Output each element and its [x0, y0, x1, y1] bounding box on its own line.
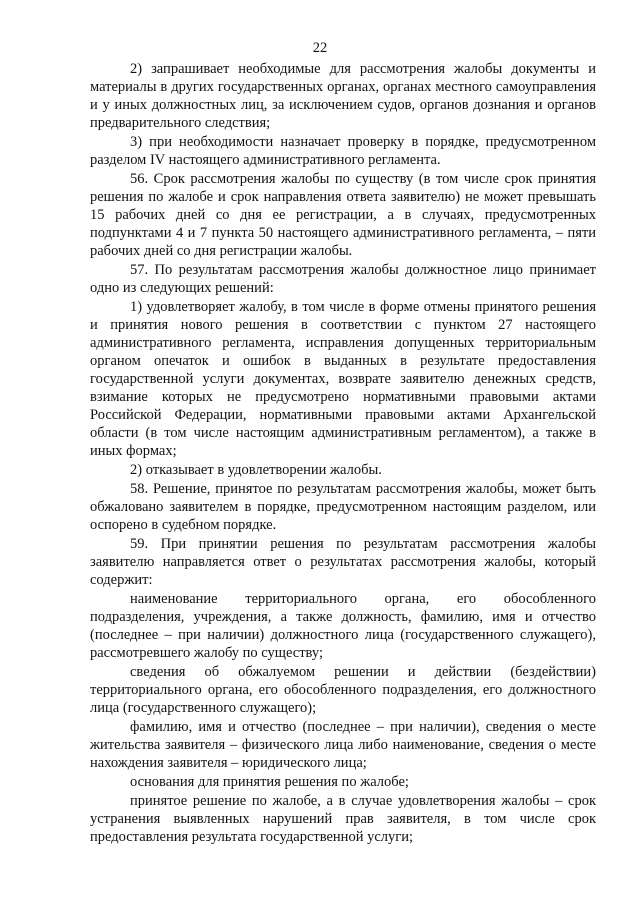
paragraph-57-item-2: 2) отказывает в удовлетворении жалобы. — [130, 462, 382, 478]
paragraph-59-item-organ: наименование территориального органа, его обособленного подразделения, учреждения, а также должность, фамилию, имя и отчество (последнее – при наличии) должностного лица (государственного служащего), рассмотревшего жалобу по существу; — [90, 591, 596, 661]
paragraph-57-item-1: 1) удовлетворяет жалобу, в том числе в форме отмены принятого решения и принятия нового решения в соответствии с пунктом 27 настоящего административного регламента, исправления допущенных территориальным органом опечаток и ошибок в выданных в результате предоставления государственной услуги документах, возврате заявителю денежных средств, взимание которых не предусмотрено нормативными правовыми актами Российской Федерации, нормативными правовыми актами Архангельской области (в том числе настоящим административным регламентом), а также в иных формах; — [90, 299, 596, 459]
paragraph-59: 59. При принятии решения по результатам рассмотрения жалобы заявителю направляется ответ о результатах рассмотрения жалобы, который содержит: — [90, 536, 596, 588]
document-body — [90, 60, 596, 846]
paragraph-56: 56. Срок рассмотрения жалобы по существу (в том числе срок принятия решения по жалобе и срок направления ответа заявителю) не может превышать 15 рабочих дней со дня ее регистрации, а в случаях, предусмотренных подпунктами 4 и 7 пункта 50 настоящего административного регламента, – пяти рабочих дней со дня регистрации жалобы. — [90, 171, 596, 259]
paragraph-57: 57. По результатам рассмотрения жалобы должностное лицо принимает одно из следующих решений: — [90, 262, 596, 296]
page-number: 22 — [312, 40, 328, 56]
paragraph-58: 58. Решение, принятое по результатам рассмотрения жалобы, может быть обжаловано заявителем в порядке, предусмотренном настоящим разделом, или оспорено в судебном порядке. — [90, 481, 596, 533]
paragraph-item-2: 2) запрашивает необходимые для рассмотрения жалобы документы и материалы в других государственных органах, органах местного самоуправления и у иных должностных лиц, за исключением судов, органов дознания и органов предварительного следствия; — [90, 61, 596, 131]
paragraph-item-3: 3) при необходимости назначает проверку в порядке, предусмотренном разделом IV настоящего административного регламента. — [90, 134, 596, 168]
paragraph-59-item-grounds: основания для принятия решения по жалобе; — [130, 774, 409, 790]
paragraph-59-item-decision: принятое решение по жалобе, а в случае удовлетворения жалобы – срок устранения выявленных нарушений прав заявителя, в том числе срок предоставления результата государственной услуги; — [90, 793, 596, 845]
paragraph-59-item-applicant: фамилию, имя и отчество (последнее – при наличии), сведения о месте жительства заявителя – физического лица либо наименование, сведения о месте нахождения заявителя – юридического лица; — [90, 719, 596, 771]
paragraph-59-item-decision-info: сведения об обжалуемом решении и действии (бездействии) территориального органа, его обособленного подразделения, его должностного лица (государственного служащего); — [90, 664, 596, 716]
